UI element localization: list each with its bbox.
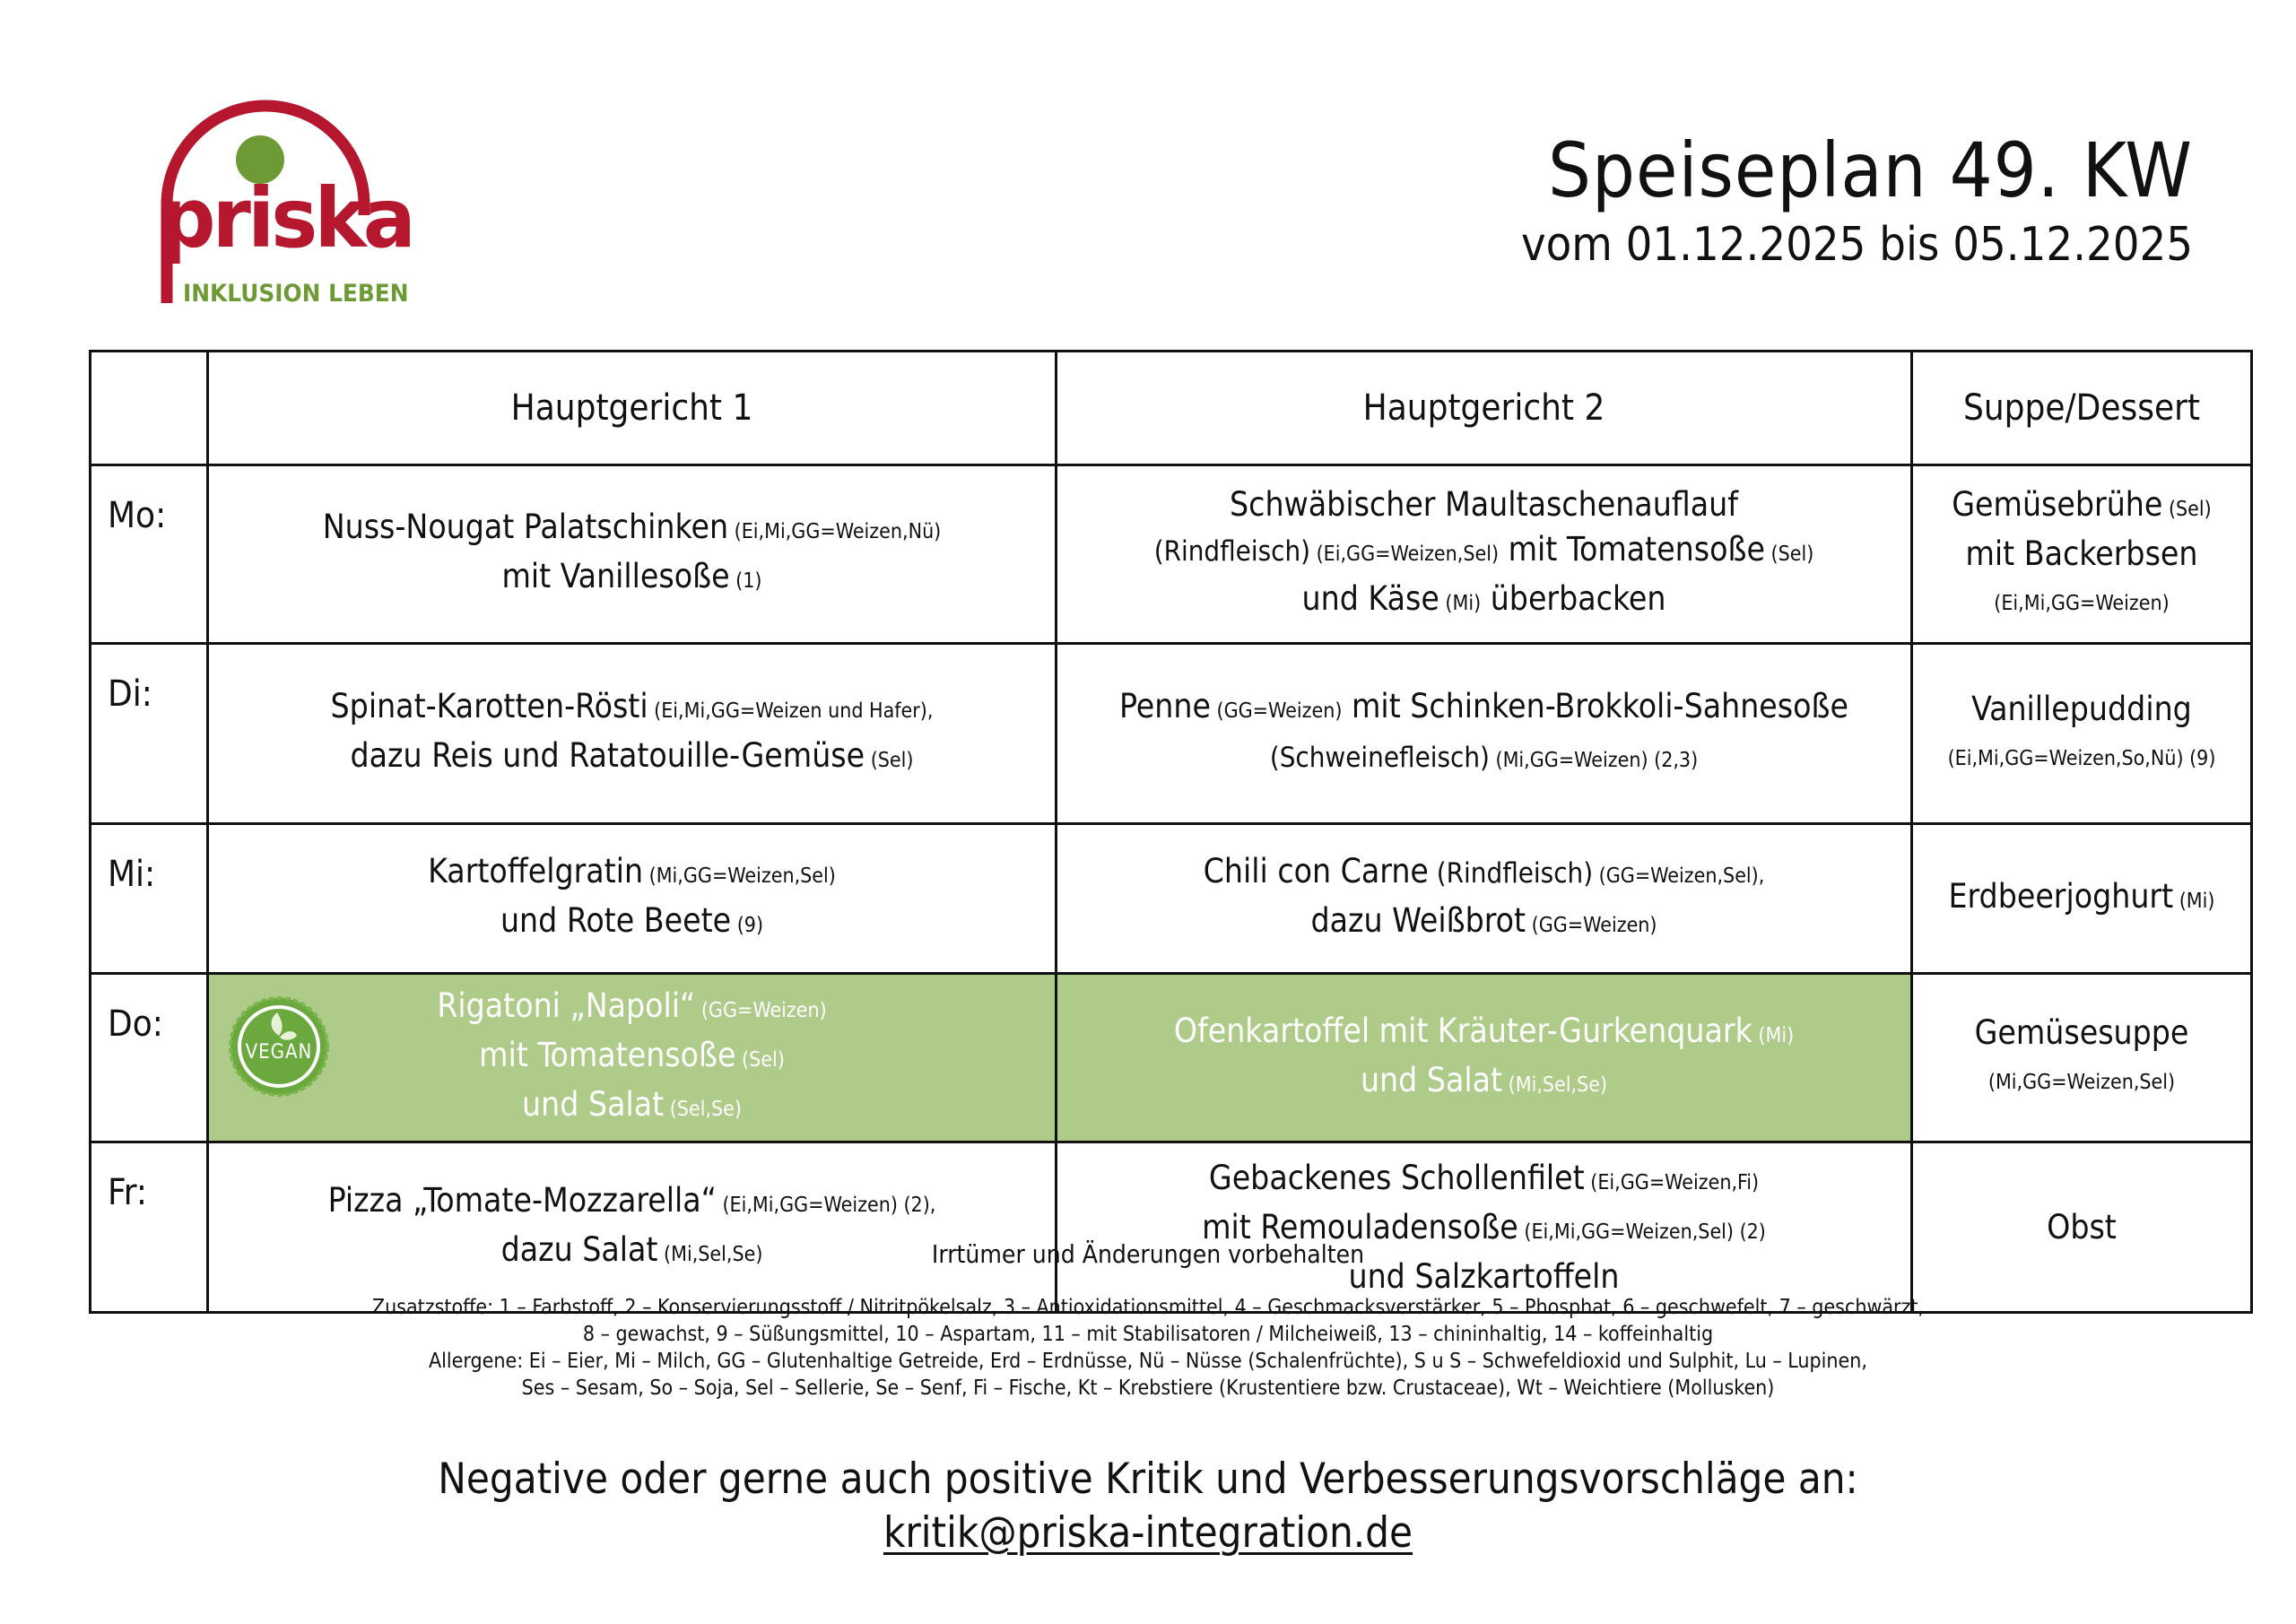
allergen-note: (Sel) — [735, 1048, 785, 1072]
dish-text: (Rindfleisch) — [1428, 857, 1594, 890]
day-label: Di: — [91, 644, 208, 824]
dish-text: Nuss-Nougat Palatschinken — [322, 508, 729, 546]
dish-text: Penne — [1119, 687, 1211, 725]
hauptgericht-2-cell — [1057, 824, 1912, 974]
dish-text: (Schweinefleisch) — [1269, 742, 1490, 774]
allergen-note: (Ei,Mi,GG=Weizen,So,Nü) (9) — [1947, 746, 2216, 770]
dish-text: und Salat — [1360, 1060, 1503, 1099]
hauptgericht-1-cell — [208, 974, 1057, 1142]
dish-line — [1922, 874, 2241, 924]
dish-text: Rigatoni „Napoli“ — [437, 986, 696, 1025]
dish-text: Gemüsesuppe — [1974, 1013, 2189, 1052]
suppe-dessert-cell — [1912, 824, 2252, 974]
allergen-note: (Mi,GG=Weizen,Sel) — [1987, 1071, 2176, 1094]
table-row — [91, 1142, 2252, 1313]
hauptgericht-1-cell — [208, 644, 1057, 824]
hauptgericht-2-cell — [1057, 644, 1912, 824]
table-row — [91, 465, 2252, 644]
allergen-note: (Ei,GG=Weizen,Fi) — [1584, 1170, 1760, 1194]
table-row — [91, 974, 2252, 1142]
allergen-note: (Ei,Mi,GG=Weizen) — [1994, 592, 2170, 615]
dish-line — [218, 1033, 1046, 1082]
hauptgericht-2-cell — [1057, 1142, 1912, 1313]
allergen-note: (Mi) — [2173, 889, 2215, 913]
allergen-note: (GG=Weizen) — [1526, 914, 1657, 937]
allergen-note: (Mi) — [1752, 1023, 1795, 1047]
day-label: Mi: — [91, 824, 208, 974]
dish-line — [1922, 577, 2241, 626]
dish-text: dazu Weißbrot — [1310, 901, 1526, 940]
dish-line — [218, 505, 1046, 554]
table-row — [91, 824, 2252, 974]
dish-line — [1066, 1009, 1901, 1058]
dish-text: Ofenkartoffel mit Kräuter-Gurkenquark — [1173, 1011, 1752, 1050]
dish-line — [1066, 734, 1901, 783]
day-label: Fr: — [91, 1142, 208, 1313]
allergen-note: (Mi,Sel,Se) — [1502, 1073, 1608, 1097]
allergen-note: (GG=Weizen,Sel), — [1593, 864, 1765, 888]
dish-line — [1066, 1156, 1901, 1205]
table-header-row — [91, 352, 2252, 465]
legend-line: Zusatzstoffe: 1 – Farbstoff, 2 – Konservierungsstoff / Nitritpökelsalz, 3 – Antioxidationsmittel, 4 – Geschmacksverstärker, 5 – Phosphat, 6 – geschwefelt, 7 – geschwärzt, — [371, 1296, 1925, 1319]
dish-text: Erdbeerjoghurt — [1948, 876, 2174, 916]
hauptgericht-2-cell — [1057, 465, 1912, 644]
dish-line — [1922, 732, 2241, 781]
dish-line — [1066, 849, 1901, 899]
logo-wordmark: priska — [160, 170, 413, 266]
dish-line — [1922, 687, 2241, 732]
table-row — [91, 644, 2252, 824]
dish-line — [1066, 684, 1901, 734]
dish-line — [218, 984, 1046, 1033]
logo-tagline: INKLUSION LEBEN — [183, 280, 409, 308]
allergen-note: (Ei,Mi,GG=Weizen) (2), — [716, 1193, 936, 1217]
dish-text: mit Backerbsen — [1965, 534, 2198, 573]
dish-text: Schwäbischer Maultaschenauflauf — [1230, 485, 1738, 524]
dish-line — [1066, 899, 1901, 948]
column-header-day — [91, 352, 208, 465]
allergen-note: (Sel,Se) — [664, 1098, 742, 1121]
legend-line: Allergene: Ei – Eier, Mi – Milch, GG – Glutenhaltige Getreide, Erd – Erdnüsse, Nü – Nüsse (Schalenfrüchte), S u S – Schwefeldioxid und Sulphit, Lu – Lupinen, — [429, 1350, 1867, 1373]
dish-line — [1922, 482, 2241, 532]
feedback-text: Negative oder gerne auch positive Kritik und Verbesserungsvorschläge an: — [438, 1455, 1858, 1504]
allergen-note: (Ei,Mi,GG=Weizen,Nü) — [728, 520, 942, 543]
suppe-dessert-cell — [1912, 1142, 2252, 1313]
dish-line — [1066, 482, 1901, 527]
allergen-note: (Mi) — [1439, 592, 1482, 615]
vegan-label: VEGAN — [245, 1041, 313, 1064]
dish-text: Gebackenes Schollenfilet — [1208, 1158, 1585, 1197]
hauptgericht-2-cell — [1057, 974, 1912, 1142]
dish-text: dazu Reis und Ratatouille-Gemüse — [350, 736, 865, 775]
allergen-note: (9) — [731, 914, 764, 937]
dish-text: überbacken — [1481, 579, 1666, 618]
day-label: Mo: — [91, 465, 208, 644]
allergen-note: (Ei,Mi,GG=Weizen und Hafer), — [648, 699, 934, 723]
dish-line — [218, 1082, 1046, 1132]
allergen-note: (Mi,Sel,Se) — [657, 1242, 763, 1266]
column-header-hauptgericht-2: Hauptgericht 2 — [1057, 352, 1912, 465]
dish-text: Obst — [2047, 1207, 2117, 1246]
dish-line — [1922, 1011, 2241, 1055]
dish-line — [218, 554, 1046, 604]
dish-text: (Rindfleisch) — [1153, 535, 1311, 568]
dish-line — [1066, 577, 1901, 626]
allergen-note: (Mi,GG=Weizen,Sel) — [643, 864, 836, 888]
allergen-note: (Ei,Mi,GG=Weizen,Sel) (2) — [1518, 1220, 1766, 1244]
legend-line: 8 – gewachst, 9 – Süßungsmittel, 10 – Aspartam, 11 – mit Stabilisatoren / Milcheiweiß, 13 – chininhaltig, 14 – koffeinhaltig — [582, 1323, 1714, 1346]
dish-text: mit Vanillesoße — [501, 557, 730, 595]
dish-text: Kartoffelgratin — [428, 852, 644, 890]
day-label: Do: — [91, 974, 208, 1142]
feedback-email-link[interactable]: kritik@priska-integration.de — [883, 1508, 1413, 1558]
dish-text: Chili con Carne — [1203, 852, 1429, 890]
dish-text: Pizza „Tomate-Mozzarella“ — [327, 1180, 717, 1220]
dish-line — [1922, 1055, 2241, 1105]
allergen-note: (Mi,GG=Weizen) (2,3) — [1489, 749, 1699, 772]
dish-line — [218, 1178, 1046, 1228]
page-title: Speiseplan 49. KW — [1548, 126, 2193, 214]
dish-text: und Rote Beete — [500, 901, 732, 940]
priska-logo — [160, 88, 429, 312]
dish-text: Vanillepudding — [1971, 689, 2192, 728]
dish-line — [218, 684, 1046, 734]
hauptgericht-1-cell — [208, 465, 1057, 644]
dish-line — [1066, 527, 1901, 577]
dish-line — [218, 849, 1046, 899]
allergen-note: (Sel) — [2162, 498, 2212, 521]
allergen-note: (GG=Weizen) — [1210, 699, 1343, 723]
dish-line — [1066, 1058, 1901, 1107]
dish-text: mit Remouladensoße — [1202, 1207, 1518, 1246]
suppe-dessert-cell — [1912, 644, 2252, 824]
dish-line — [218, 899, 1046, 948]
dish-text: mit Tomatensoße — [479, 1036, 736, 1074]
dish-text: mit Schinken-Brokkoli-Sahnesoße — [1342, 687, 1848, 725]
dish-text: und Salat — [522, 1085, 665, 1124]
allergen-note: (Sel) — [1764, 543, 1814, 566]
vegan-badge-icon — [229, 996, 329, 1097]
dish-text: Spinat-Karotten-Rösti — [330, 687, 648, 725]
legend-line: Ses – Sesam, So – Soja, Sel – Sellerie, Se – Senf, Fi – Fische, Kt – Krebstiere (Krustentiere bzw. Crustaceae), Wt – Weichtiere (Mollusken) — [521, 1376, 1775, 1400]
dish-text: Gemüsebrühe — [1952, 485, 2163, 524]
allergen-note: (GG=Weizen) — [695, 999, 827, 1022]
allergen-note: (Sel) — [865, 749, 914, 772]
menu-table — [89, 350, 2253, 1314]
dish-line — [218, 734, 1046, 783]
feedback-section — [0, 1453, 2296, 1560]
additives-allergens-legend — [0, 1294, 2296, 1402]
dish-text: mit Tomatensoße — [1499, 530, 1765, 569]
hauptgericht-1-cell — [208, 824, 1057, 974]
disclaimer: Irrtümer und Änderungen vorbehalten — [931, 1239, 1365, 1269]
column-header-hauptgericht-1: Hauptgericht 1 — [208, 352, 1057, 465]
dish-text: und Salzkartoffeln — [1348, 1256, 1620, 1296]
hauptgericht-1-cell — [208, 1142, 1057, 1313]
date-range: vom 01.12.2025 bis 05.12.2025 — [1520, 218, 2193, 272]
dish-line — [1922, 532, 2241, 577]
dish-text: und Käse — [1301, 579, 1439, 618]
allergen-note: (1) — [729, 569, 762, 593]
page-header — [1521, 126, 2193, 274]
allergen-note: (Ei,GG=Weizen,Sel) — [1310, 543, 1500, 566]
dish-text: dazu Salat — [500, 1229, 658, 1269]
column-header-suppe-dessert: Suppe/Dessert — [1912, 352, 2252, 465]
suppe-dessert-cell — [1912, 465, 2252, 644]
suppe-dessert-cell — [1912, 974, 2252, 1142]
